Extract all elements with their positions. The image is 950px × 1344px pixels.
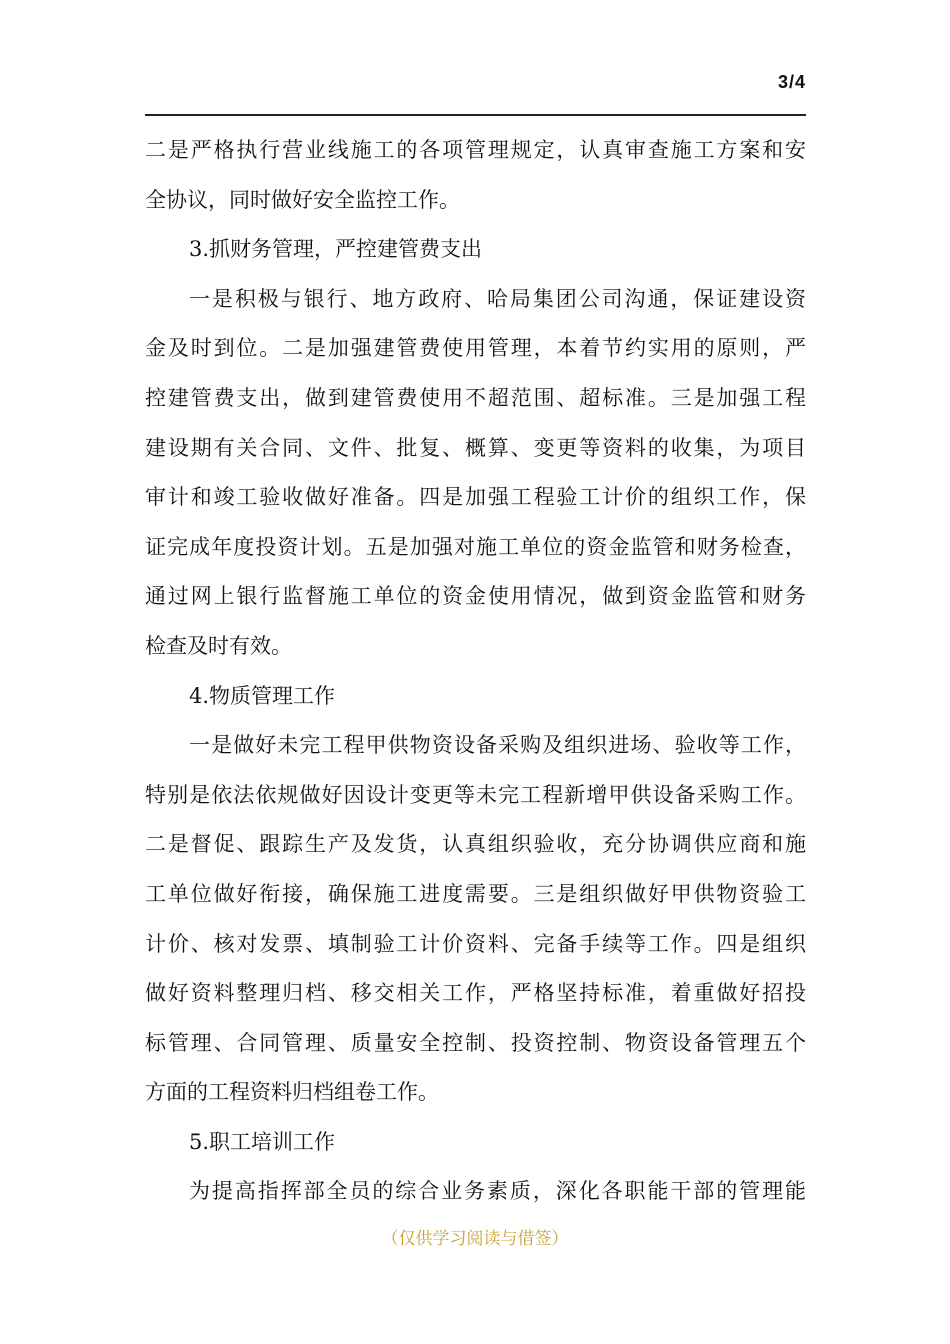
paragraph-line: 全协议，同时做好安全监控工作。: [145, 187, 460, 212]
header-divider: [145, 114, 806, 116]
paragraph-line: 工单位做好衔接，确保施工进度需要。三是组织做好甲供物资验工: [145, 881, 806, 906]
paragraph-line: 一是积极与银行、地方政府、哈局集团公司沟通，保证建设资: [189, 286, 806, 311]
paragraph-line: 二是督促、跟踪生产及发货，认真组织验收，充分协调供应商和施: [145, 832, 806, 857]
section-heading-finance: 3.抓财务管理，严控建管费支出: [189, 237, 483, 262]
section-heading-training: 5.职工培训工作: [189, 1129, 336, 1154]
paragraph-line: 方面的工程资料归档组卷工作。: [145, 1080, 439, 1105]
section-heading-materials: 4.物质管理工作: [189, 683, 336, 708]
paragraph-line: 通过网上银行监督施工单位的资金使用情况，做到资金监管和财务: [145, 584, 806, 609]
paragraph-line: 做好资料整理归档、移交相关工作，严格坚持标准，着重做好招投: [145, 981, 806, 1006]
paragraph-line: 标管理、合同管理、质量安全控制、投资控制、物资设备管理五个: [145, 1030, 806, 1055]
document-body: [145, 126, 806, 1217]
paragraph-line: 为提高指挥部全员的综合业务素质，深化各职能干部的管理能: [189, 1179, 806, 1204]
paragraph-line: 证完成年度投资计划。五是加强对施工单位的资金监管和财务检查，: [145, 534, 806, 559]
paragraph-line: 特别是依法依规做好因设计变更等未完工程新增甲供设备采购工作。: [145, 782, 806, 807]
paragraph-line: 控建管费支出，做到建管费使用不超范围、超标准。三是加强工程: [145, 385, 806, 410]
page-number: 3/4: [777, 72, 806, 92]
footer-disclaimer: （仅供学习阅读与借签）: [381, 1229, 569, 1249]
paragraph-line: 金及时到位。二是加强建管费使用管理，本着节约实用的原则，严: [145, 336, 806, 361]
paragraph-line: 二是严格执行营业线施工的各项管理规定，认真审查施工方案和安: [145, 138, 806, 162]
paragraph-line: 检查及时有效。: [145, 633, 292, 658]
paragraph-line: 建设期有关合同、文件、批复、概算、变更等资料的收集，为项目: [145, 435, 806, 460]
paragraph-line: 一是做好未完工程甲供物资设备采购及组织进场、验收等工作，: [189, 733, 806, 758]
paragraph-line: 计价、核对发票、填制验工计价资料、完备手续等工作。四是组织: [145, 931, 806, 956]
paragraph-line: 审计和竣工验收做好准备。四是加强工程验工计价的组织工作，保: [145, 485, 806, 510]
